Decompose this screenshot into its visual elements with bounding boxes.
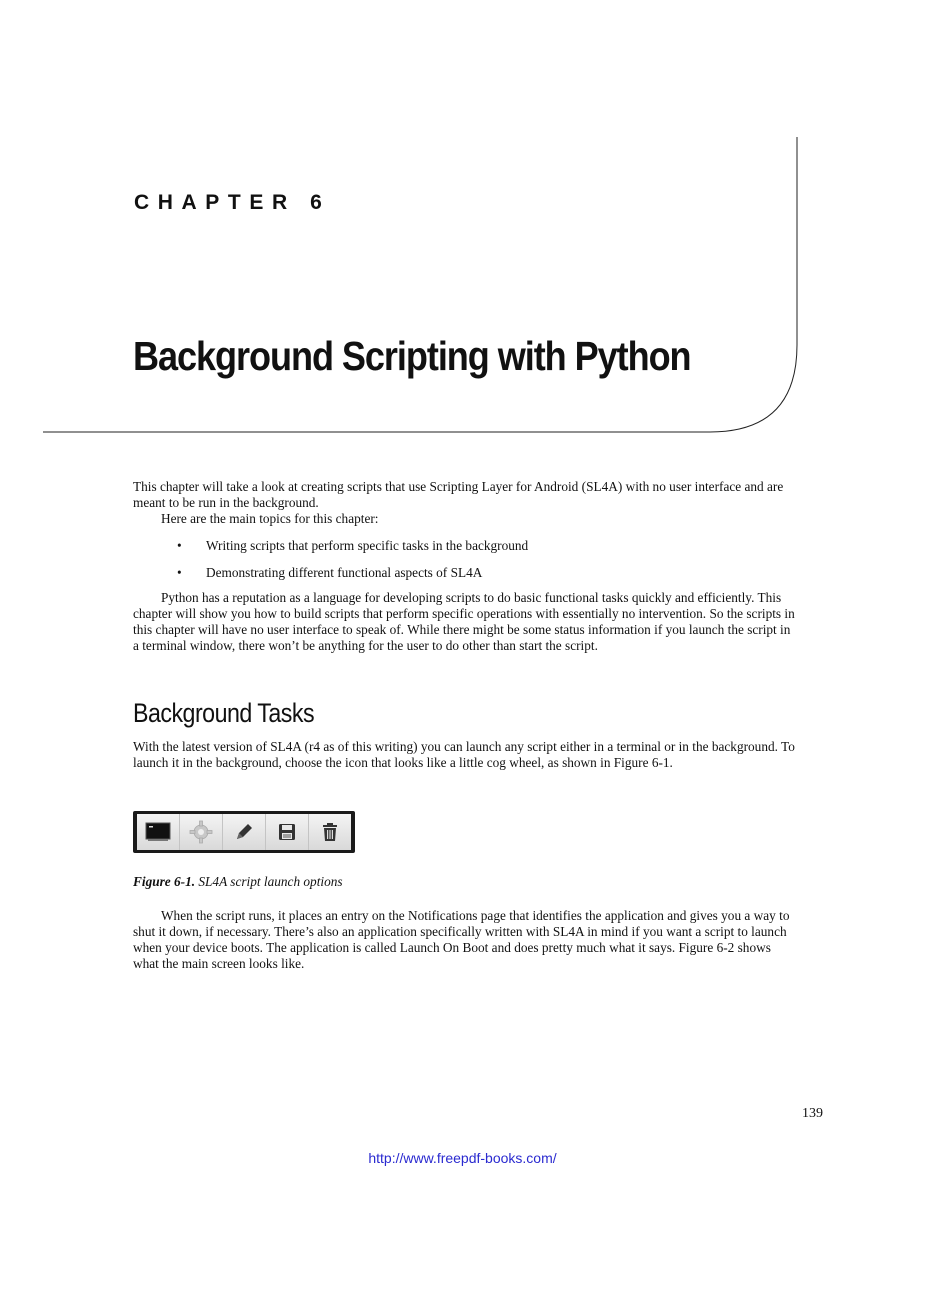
topics-list xyxy=(133,538,795,592)
save-button xyxy=(266,814,309,850)
section-paragraph: With the latest version of SL4A (r4 as of this writing) you can launch any script either in a terminal or in the background. To launch it in the background, choose the icon that looks like a little cog wheel, as shown in Figure 6-1. xyxy=(133,739,795,770)
launch-options-toolbar xyxy=(133,811,355,853)
footer-link[interactable]: http://www.freepdf-books.com/ xyxy=(368,1150,557,1166)
topics-lead: Here are the main topics for this chapter: xyxy=(161,511,379,526)
list-item xyxy=(133,538,795,565)
section-heading: Background Tasks xyxy=(133,698,315,728)
edit-button xyxy=(223,814,266,850)
figure-caption-text: SL4A script launch options xyxy=(195,874,343,889)
notification-paragraph: When the script runs, it places an entry on the Notifications page that identifies the application and gives you a way to shut it down, if necessary. There’s also an application specifically written with SL4A in mind if you want a script to launch when your device boots. The application is called Launch On Boot and does pretty much what it says. Figure 6-2 shows what the main screen looks like. xyxy=(133,908,790,971)
list-item-text: Demonstrating different functional aspects of SL4A xyxy=(206,565,483,580)
figure-caption xyxy=(133,874,343,890)
chapter-label: CHAPTER 6 xyxy=(134,191,331,214)
pencil-icon xyxy=(233,821,255,843)
python-paragraph: Python has a reputation as a language for developing scripts to do basic functional tasks quickly and efficiently. This chapter will show you how to build scripts that perform specific operations with essentially no intervention. So the scripts in this chapter will have no user interface to speak of. While there might be some status information if you launch the script in a terminal window, there won’t be anything for the user to do other than start the script. xyxy=(133,590,795,653)
trash-icon xyxy=(321,822,339,842)
background-button xyxy=(180,814,223,850)
bullet-icon: • xyxy=(177,565,182,580)
delete-button xyxy=(309,814,351,850)
intro-paragraph: This chapter will take a look at creating scripts that use Scripting Layer for Android (SL4A) with no user interface and are meant to be run in the background. xyxy=(133,479,784,510)
figure-number: Figure 6-1. xyxy=(133,874,196,889)
cog-icon xyxy=(189,820,213,844)
list-item-text: Writing scripts that perform specific tasks in the background xyxy=(206,538,529,553)
list-item xyxy=(133,565,795,592)
bullet-icon: • xyxy=(177,538,182,553)
save-icon xyxy=(277,822,297,842)
terminal-icon xyxy=(145,822,171,842)
terminal-button xyxy=(137,814,180,850)
page-number: 139 xyxy=(802,1106,823,1121)
chapter-title: Background Scripting with Python xyxy=(133,333,691,379)
